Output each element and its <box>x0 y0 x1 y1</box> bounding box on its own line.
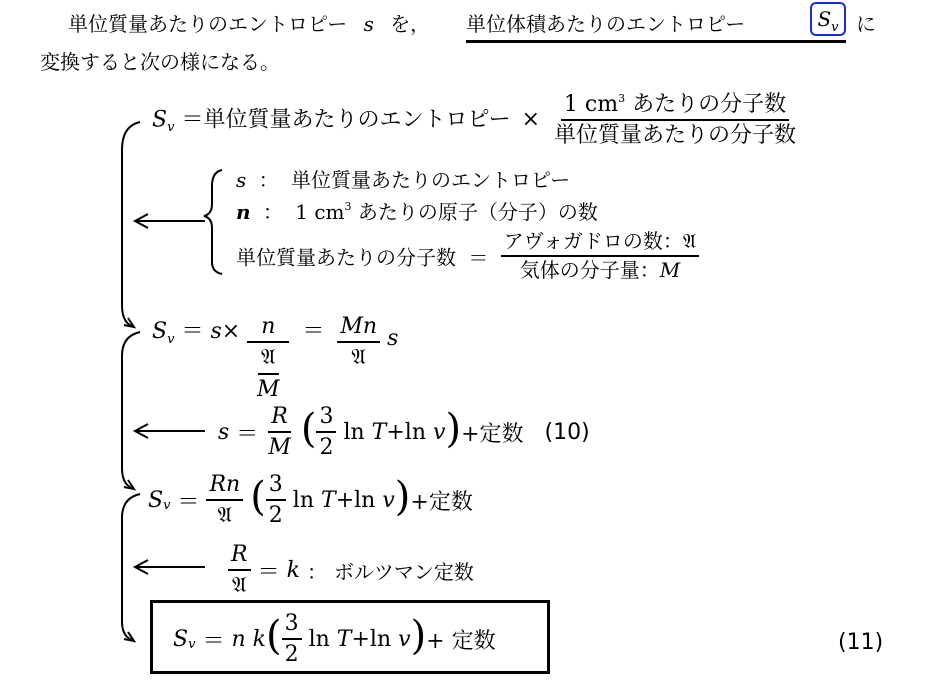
eq11-label: (11) <box>838 630 884 655</box>
boltz-text: ボルツマン定数 <box>333 559 474 584</box>
final-rparen: ) <box>410 613 427 660</box>
eq1-num-a: 1 cm <box>563 92 619 117</box>
sv-sub: v <box>831 20 839 35</box>
eq10-const: +定数 <box>461 421 524 447</box>
eq3-T: T <box>321 487 336 513</box>
final-S: S <box>173 626 189 652</box>
boltz-colon: ： <box>306 559 327 584</box>
final-sub: v <box>188 636 196 652</box>
eq3-const: +定数 <box>410 489 473 515</box>
eq10-s: s <box>218 419 230 445</box>
final-const: + 定数 <box>426 628 496 654</box>
eq1-fraction <box>551 92 799 149</box>
equation-1 <box>152 92 799 149</box>
final-nk: n k <box>231 626 266 652</box>
eq2-num2: Mn <box>337 314 380 343</box>
eq2-inner-num: 𝔄 <box>258 345 279 374</box>
bracket-1 <box>122 122 140 326</box>
eq1-S: S <box>152 107 168 133</box>
def-n-symbol: n <box>236 200 251 224</box>
final-three: 3 <box>282 611 302 640</box>
defs-brace <box>204 170 222 274</box>
underlined-text: 単位体積あたりのエントロピー <box>466 12 746 36</box>
def-n-colon: ： <box>262 200 283 224</box>
eq10-RM <box>265 404 294 461</box>
eq3-plus: + <box>335 487 355 513</box>
eq3-num: Rn <box>206 472 243 501</box>
sv-S: S <box>817 7 832 31</box>
def-n <box>236 196 598 225</box>
final-32 <box>282 611 302 668</box>
eq2-inner-fraction <box>251 343 286 402</box>
final-ln2: ln <box>369 626 392 652</box>
def-s-text: 単位質量あたりのエントロピー <box>290 168 571 192</box>
final-two: 2 <box>284 642 299 668</box>
eq1-times: × <box>521 107 541 133</box>
def-mol-lhs: 単位質量あたりの分子数 <box>236 245 456 270</box>
equation-2 <box>152 314 398 402</box>
eq1-equals: ＝ <box>181 107 204 133</box>
eq10-three: 3 <box>316 404 336 433</box>
def-mol-den-a: 気体の分子量： <box>519 258 660 282</box>
eq3-two: 2 <box>268 503 283 529</box>
intro-text-c: に <box>856 12 876 36</box>
bracket-2 <box>122 332 140 488</box>
eq10-equals: ＝ <box>236 421 259 447</box>
boltz-k: k <box>286 557 300 583</box>
eq10-lparen: ( <box>300 406 317 453</box>
def-n-text-b: あたりの原子（分子）の数 <box>351 200 598 224</box>
eq2-fraction <box>247 314 289 402</box>
boltzmann-relation <box>228 542 474 599</box>
eq10-32 <box>316 404 336 461</box>
eq2-equals: ＝ <box>181 319 204 344</box>
final-T: T <box>336 626 352 652</box>
eq1-num-b: あたりの分子数 <box>625 92 787 117</box>
def-n-text-a: 1 cm <box>295 200 345 224</box>
final-ln: ln <box>308 626 330 652</box>
eq1-den: 単位質量あたりの分子数 <box>554 123 797 149</box>
def-mol-den-M: M <box>659 258 681 282</box>
eq2-S: S <box>152 319 168 344</box>
eq1-num-sup: 3 <box>618 92 626 105</box>
eq2-fraction-2 <box>337 314 380 371</box>
final-v: v <box>398 626 411 652</box>
eq10-v: v <box>433 419 446 445</box>
s-symbol: s <box>363 12 374 36</box>
boltz-A: 𝔄 <box>231 573 247 599</box>
def-n-sup: 3 <box>344 200 352 213</box>
def-mol-eq: ＝ <box>468 245 489 270</box>
intro-text-b: を， <box>390 12 431 36</box>
eq10-label: (10) <box>544 419 590 445</box>
eq2-s: s <box>210 319 222 344</box>
eq3-lparen: ( <box>250 474 266 521</box>
intro-text-a: 単位質量あたりのエントロピー <box>68 12 348 36</box>
def-s-colon: ： <box>258 168 279 192</box>
final-equals: ＝ <box>202 628 225 654</box>
eq2-den2: 𝔄 <box>351 345 367 371</box>
eq3-sub: v <box>163 497 171 513</box>
def-molecules <box>236 230 699 282</box>
eq10-rparen: ) <box>445 406 462 453</box>
eq1-sub: v <box>167 120 175 136</box>
eq3-S: S <box>148 487 164 513</box>
eq10-plus: + <box>386 419 405 445</box>
eq3-32 <box>266 472 286 529</box>
final-equation-box <box>150 600 550 674</box>
eq10-R: R <box>268 404 291 433</box>
intro-line-2: 変換すると次の様になる。 <box>40 50 280 74</box>
eq10-T: T <box>371 419 387 445</box>
eq10-ln: ln <box>343 419 365 445</box>
eq3-ln2: ln <box>354 487 376 513</box>
eq3-ln: ln <box>292 487 315 513</box>
final-plus: + <box>351 626 370 652</box>
eq1-term: 単位質量あたりのエントロピー <box>203 107 511 133</box>
eq3-three: 3 <box>266 472 286 501</box>
def-s-symbol: s <box>236 168 247 192</box>
eq3-rparen: ) <box>394 474 411 521</box>
final-lparen: ( <box>265 613 282 660</box>
equation-3 <box>148 472 473 529</box>
equation-10 <box>218 404 590 461</box>
def-mol-num: アヴォガドロの数：𝔄 <box>501 230 699 257</box>
boltz-R: R <box>228 542 251 571</box>
boltz-fraction <box>228 542 251 599</box>
eq10-M: M <box>268 435 291 461</box>
boltz-equals: ＝ <box>257 559 280 585</box>
eq10-two: 2 <box>319 435 334 461</box>
eq3-equals: ＝ <box>177 489 200 515</box>
eq3-den: 𝔄 <box>217 503 233 529</box>
eq3-v: v <box>382 487 395 513</box>
eq2-times: × <box>221 319 241 344</box>
def-mol-fraction <box>501 230 699 282</box>
eq2-s2: s <box>387 326 399 351</box>
eq2-equals-2: ＝ <box>302 319 325 344</box>
eq3-fraction <box>206 472 243 529</box>
eq10-ln2: ln <box>404 419 427 445</box>
eq2-inner-den: M <box>257 376 280 402</box>
eq2-num: n <box>247 314 289 343</box>
def-s <box>236 164 570 193</box>
eq2-sub: v <box>167 332 175 347</box>
